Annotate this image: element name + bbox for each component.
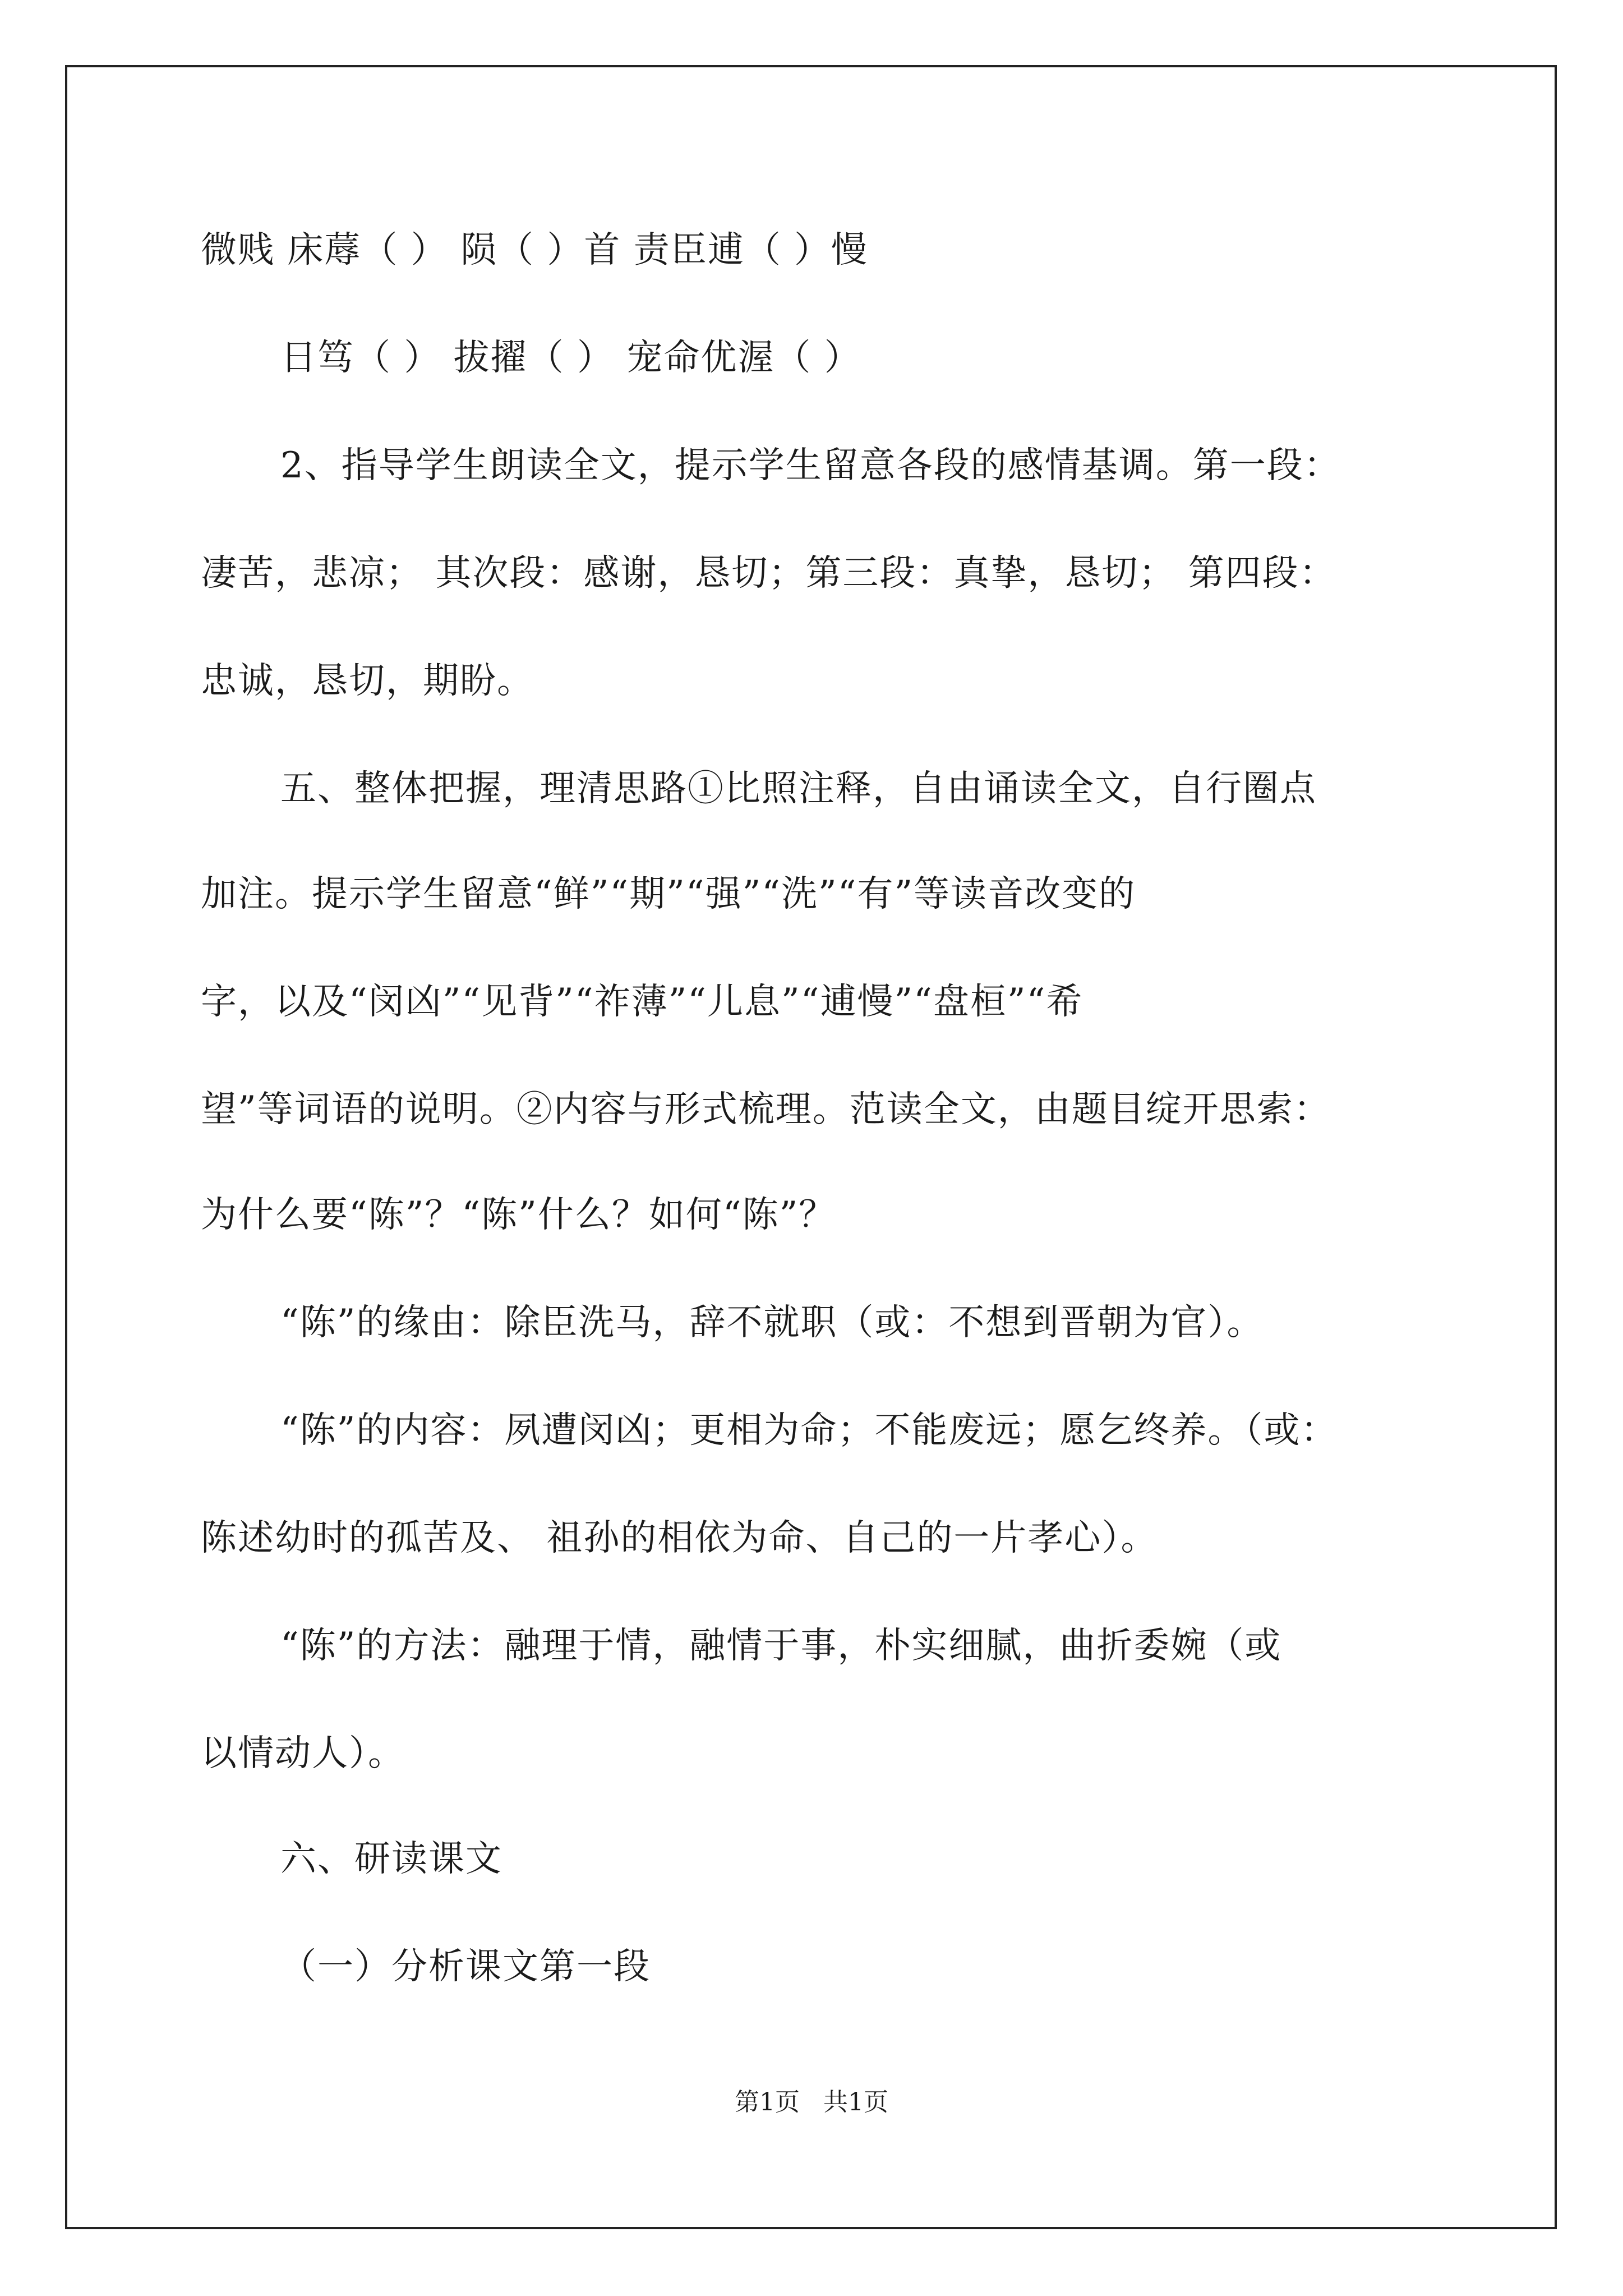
text-line-9: 望”等词语的说明。②内容与形式梳理。范读全文，由题目绽开思索： [201,1089,1331,1130]
text-line-13: 陈述幼时的孤苦及、 祖孙的相依为命、自己的一片孝心）。 [201,1517,1158,1559]
subsection-heading-1: （一）分析课文第一段 [280,1946,651,1987]
text-line-15: 以情动人）。 [201,1733,405,1774]
text-line-10: 为什么要“陈”？“陈”什么？如何“陈”？ [201,1194,836,1236]
section-heading-6: 六、研读课文 [280,1838,502,1880]
text-line-5: 忠诚，恳切，期盼。 [201,660,534,702]
page-border [65,65,1557,2229]
text-line-3: 2、指导学生朗读全文，提示学生留意各段的感情基调。第一段： [280,445,1341,486]
text-line-12: “陈”的内容：夙遭闵凶；更相为命；不能废远；愿乞终养。（或： [280,1410,1338,1451]
text-line-8: 字，以及“闵凶”“见背”“祚薄”“儿息”“逋慢”“盘桓”“希 [201,981,1083,1023]
text-line-1: 微贱 床蓐（ ） 陨（ ）首 责臣逋（ ）慢 [201,229,869,271]
text-line-11: “陈”的缘由：除臣洗马，辞不就职（或：不想到晋朝为官）。 [280,1302,1264,1343]
text-line-14: “陈”的方法：融理于情，融情于事，朴实细腻，曲折委婉（或 [280,1625,1282,1667]
page-footer: 第1页 共1页 [735,2088,888,2116]
text-line-7: 加注。提示学生留意“鲜”“期”“强”“洗”“有”等读音改变的 [201,873,1136,915]
text-line-2: 日笃（ ） 拔擢（ ） 宠命优渥（ ） [280,337,861,379]
text-line-6: 五、整体把握，理清思路①比照注释，自由诵读全文，自行圈点 [280,768,1317,809]
text-line-4: 凄苦，悲凉； 其次段：感谢，恳切；第三段：真挚，恳切； 第四段： [201,553,1336,594]
